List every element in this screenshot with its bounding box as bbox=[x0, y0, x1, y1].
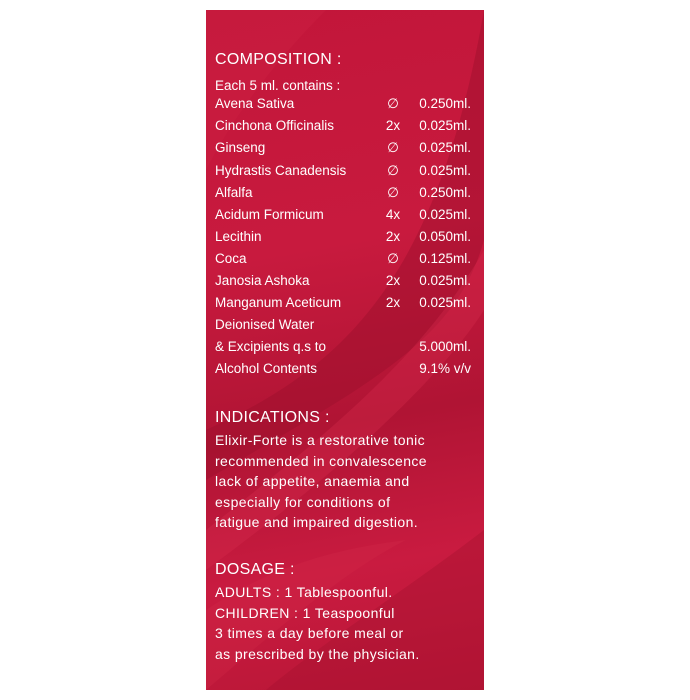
ingredient-row bbox=[215, 251, 477, 271]
indications-line: fatigue and impaired digestion. bbox=[215, 514, 419, 530]
ingredient-quantity: 0.025ml. bbox=[419, 273, 471, 288]
ingredient-potency: 2x bbox=[385, 229, 401, 244]
dosage-heading: DOSAGE : bbox=[215, 561, 295, 578]
dosage-line: ADULTS : 1 Tablespoonful. bbox=[215, 584, 393, 600]
ingredient-potency: 4x bbox=[385, 207, 401, 222]
ingredient-name: Ginseng bbox=[215, 140, 266, 155]
ingredient-row bbox=[215, 229, 477, 249]
ingredient-name: Hydrastis Canadensis bbox=[215, 163, 347, 178]
dosage-line: 3 times a day before meal or bbox=[215, 625, 404, 641]
ingredient-quantity: 0.050ml. bbox=[419, 229, 471, 244]
ingredient-name: Acidum Formicum bbox=[215, 207, 324, 222]
label-panel bbox=[206, 10, 484, 690]
ingredient-row bbox=[215, 118, 477, 138]
ingredient-name: Avena Sativa bbox=[215, 96, 295, 111]
ingredient-quantity: 0.025ml. bbox=[419, 207, 471, 222]
dosage-line: CHILDREN : 1 Teaspoonful bbox=[215, 604, 395, 621]
ingredient-row bbox=[215, 295, 477, 315]
composition-heading: COMPOSITION : bbox=[215, 51, 342, 68]
ingredient-row bbox=[215, 163, 477, 183]
dosage-line: as prescribed by the physician. bbox=[215, 645, 420, 662]
indications-line: especially for conditions of bbox=[215, 493, 391, 510]
indications-line: lack of appetite, anaemia and bbox=[215, 473, 410, 489]
ingredient-name: Coca bbox=[215, 251, 247, 266]
water-line-1: Deionised Water bbox=[215, 317, 315, 332]
ingredient-row bbox=[215, 207, 477, 227]
ingredient-row bbox=[215, 140, 477, 160]
ingredient-quantity: 0.250ml. bbox=[419, 185, 471, 200]
ingredient-name: Janosia Ashoka bbox=[215, 273, 310, 288]
alcohol-row bbox=[215, 361, 477, 381]
alcohol-value: 9.1% v/v bbox=[419, 361, 471, 376]
indications-line: Elixir-Forte is a restorative tonic bbox=[215, 432, 426, 448]
ingredient-row bbox=[215, 96, 477, 116]
water-row bbox=[215, 339, 477, 359]
indications-line: recommended in convalescence bbox=[215, 452, 427, 469]
ingredient-quantity: 0.025ml. bbox=[419, 140, 471, 155]
ingredient-potency: 2x bbox=[385, 273, 401, 288]
indications-text bbox=[215, 430, 477, 533]
ingredient-quantity: 0.025ml. bbox=[419, 295, 471, 310]
ingredient-potency: 2x bbox=[385, 295, 401, 310]
ingredient-row bbox=[215, 185, 477, 205]
ingredient-potency: 2x bbox=[385, 118, 401, 133]
label-content bbox=[206, 10, 484, 690]
ingredient-name: Alfalfa bbox=[215, 185, 253, 200]
ingredient-potency: ∅ bbox=[387, 163, 399, 178]
water-quantity: 5.000ml. bbox=[419, 339, 471, 354]
dosage-text bbox=[215, 582, 477, 664]
water-line-2: & Excipients q.s to bbox=[215, 339, 327, 354]
ingredient-name: Manganum Aceticum bbox=[215, 295, 342, 310]
ingredient-potency: ∅ bbox=[387, 185, 399, 200]
ingredient-quantity: 0.125ml. bbox=[419, 251, 471, 266]
ingredient-name: Cinchona Officinalis bbox=[215, 118, 335, 133]
ingredient-row bbox=[215, 273, 477, 293]
ingredient-name: Lecithin bbox=[215, 229, 262, 244]
indications-heading: INDICATIONS : bbox=[215, 409, 330, 426]
composition-intro: Each 5 ml. contains : bbox=[215, 78, 341, 93]
ingredient-potency: ∅ bbox=[387, 251, 399, 266]
ingredient-potency: ∅ bbox=[387, 140, 399, 155]
ingredient-quantity: 0.250ml. bbox=[419, 96, 471, 111]
alcohol-label: Alcohol Contents bbox=[215, 361, 318, 376]
ingredient-quantity: 0.025ml. bbox=[419, 163, 471, 178]
ingredient-potency: ∅ bbox=[387, 96, 399, 111]
ingredient-quantity: 0.025ml. bbox=[419, 118, 471, 133]
